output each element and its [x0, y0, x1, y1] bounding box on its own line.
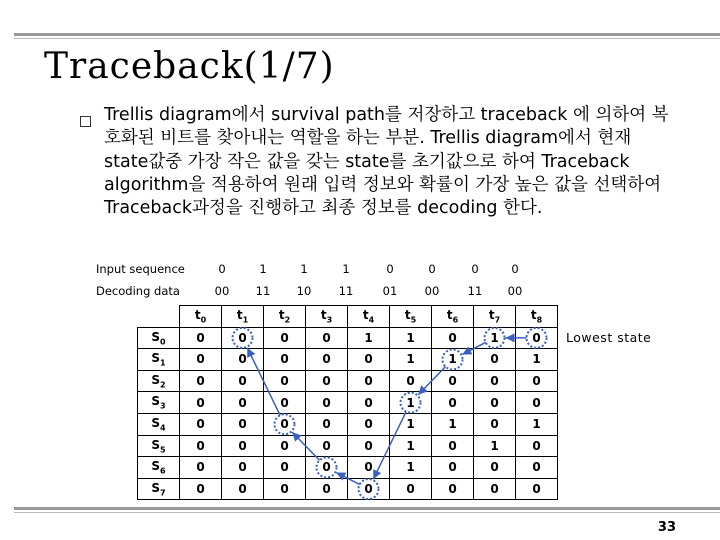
- state-label-s5: $S_5$: [138, 435, 180, 457]
- time-header-t2: $t_2$: [264, 306, 306, 328]
- state-label-s2: $S_2$: [138, 370, 180, 392]
- trellis-cell: 0: [348, 413, 390, 435]
- trellis-cell: 0: [432, 327, 474, 349]
- trellis-cell: 0: [474, 349, 516, 371]
- trellis-cell: 0: [306, 435, 348, 457]
- trellis-cell: 0: [516, 392, 558, 414]
- trellis-cell: 1: [390, 327, 432, 349]
- trellis-cell: 0: [180, 413, 222, 435]
- time-header-t6: $t_6$: [432, 306, 474, 328]
- trellis-corner: [138, 306, 180, 328]
- trellis-cell: 0: [348, 478, 390, 500]
- trellis-cell: 0: [180, 392, 222, 414]
- trellis-row-s5: [138, 435, 558, 457]
- trellis-cell: 0: [264, 478, 306, 500]
- input_sequence-4: 0: [386, 262, 394, 276]
- trellis-cell: 0: [306, 349, 348, 371]
- trellis-cell: 1: [348, 327, 390, 349]
- trellis-cell: 1: [390, 349, 432, 371]
- trellis-cell: 0: [390, 478, 432, 500]
- trellis-cell: 0: [474, 478, 516, 500]
- trellis-cell: 0: [180, 478, 222, 500]
- decoding_data-6: 11: [467, 284, 483, 298]
- trellis-cell: 0: [474, 370, 516, 392]
- trellis-cell: 0: [474, 413, 516, 435]
- time-header-t1: $t_1$: [222, 306, 264, 328]
- trellis-row-s1: [138, 349, 558, 371]
- trellis-row-s7: [138, 478, 558, 500]
- trellis-cell: 0: [180, 327, 222, 349]
- trellis-cell: 0: [516, 478, 558, 500]
- state-label-s0: $S_0$: [138, 327, 180, 349]
- bottom-rule-thin: [14, 512, 720, 513]
- page-number: 33: [657, 520, 676, 535]
- trellis-cell: 0: [516, 457, 558, 479]
- input_sequence-2: 1: [300, 262, 308, 276]
- trellis-cell: 0: [348, 392, 390, 414]
- trellis-cell: 0: [474, 392, 516, 414]
- input-sequence-label: Input sequence: [96, 262, 185, 276]
- trellis-cell: 0: [306, 392, 348, 414]
- trellis-cell: 0: [264, 435, 306, 457]
- trellis-cell: 1: [390, 392, 432, 414]
- trellis-cell: 0: [516, 435, 558, 457]
- decoding_data-3: 11: [338, 284, 354, 298]
- trellis-cell: 0: [222, 327, 264, 349]
- top-rule: [14, 33, 720, 36]
- trellis-cell: 0: [264, 370, 306, 392]
- decoding_data-7: 00: [507, 284, 523, 298]
- trellis-cell: 0: [348, 370, 390, 392]
- trellis-cell: 1: [474, 327, 516, 349]
- bullet-square-icon: [80, 116, 91, 127]
- decoding_data-5: 00: [424, 284, 440, 298]
- trellis-cell: 0: [348, 457, 390, 479]
- state-label-s4: $S_4$: [138, 413, 180, 435]
- trellis-cell: 1: [474, 435, 516, 457]
- decoding_data-2: 10: [296, 284, 312, 298]
- slide-title: Traceback(1/7): [44, 46, 335, 87]
- trellis-cell: 1: [390, 435, 432, 457]
- trellis-cell: 0: [180, 370, 222, 392]
- trellis-row-s4: [138, 413, 558, 435]
- input_sequence-0: 0: [218, 262, 226, 276]
- input_sequence-3: 1: [342, 262, 350, 276]
- trellis-cell: 0: [222, 349, 264, 371]
- time-header-t5: $t_5$: [390, 306, 432, 328]
- trellis-cell: 0: [222, 413, 264, 435]
- trellis-cell: 1: [390, 413, 432, 435]
- trellis-cell: 0: [516, 327, 558, 349]
- trellis-cell: 1: [516, 413, 558, 435]
- trellis-cell: 1: [432, 349, 474, 371]
- trellis-row-s3: [138, 392, 558, 414]
- trellis-row-s2: [138, 370, 558, 392]
- slide-body-text: Trellis diagram에서 survival path를 저장하고 traceback 에 의하여 복호화된 비트를 찾아내는 역할을 하는 부분. Trellis diagram에서 현재 state값중 가장 작은 값을 갖는 state를 초기값으로 하여 Traceback algorithm을 적용하여 원래 입력 정보와 확률이 가장 높은 값을 선택하여 Traceback과정을 진행하고 최종 정보를 decoding 한다.: [104, 105, 669, 219]
- trellis-cell: 0: [474, 457, 516, 479]
- trellis-cell: 0: [264, 457, 306, 479]
- trellis-row-s0: [138, 327, 558, 349]
- trellis-cell: 0: [306, 478, 348, 500]
- decoding_data-0: 00: [214, 284, 230, 298]
- trellis-cell: 0: [222, 478, 264, 500]
- decoding-data-label: Decoding data: [96, 284, 180, 298]
- time-header-t0: $t_0$: [180, 306, 222, 328]
- trellis-cell: 0: [306, 370, 348, 392]
- trellis-cell: 0: [516, 370, 558, 392]
- trellis-cell: 0: [264, 327, 306, 349]
- lowest-state-label: Lowest state: [566, 330, 652, 345]
- trellis-cell: 0: [264, 349, 306, 371]
- input_sequence-1: 1: [259, 262, 267, 276]
- trellis-cell: 0: [306, 413, 348, 435]
- trellis-cell: 1: [432, 413, 474, 435]
- trellis-cell: 0: [264, 392, 306, 414]
- trellis-cell: 0: [222, 435, 264, 457]
- trellis-cell: 0: [432, 478, 474, 500]
- bottom-rule: [14, 507, 720, 510]
- trellis-cell: 1: [390, 457, 432, 479]
- trellis-cell: 0: [180, 457, 222, 479]
- trellis-cell: 0: [306, 327, 348, 349]
- trellis-cell: 0: [432, 435, 474, 457]
- trellis-cell: 0: [264, 413, 306, 435]
- input_sequence-6: 0: [471, 262, 479, 276]
- trellis-cell: 1: [516, 349, 558, 371]
- trellis-cell: 0: [180, 349, 222, 371]
- time-header-t7: $t_7$: [474, 306, 516, 328]
- trellis-table: [137, 305, 558, 500]
- state-label-s1: $S_1$: [138, 349, 180, 371]
- input_sequence-5: 0: [428, 262, 436, 276]
- trellis-cell: 0: [222, 457, 264, 479]
- decoding_data-4: 01: [382, 284, 398, 298]
- trellis-row-s6: [138, 457, 558, 479]
- trellis-cell: 0: [390, 370, 432, 392]
- state-label-s6: $S_6$: [138, 457, 180, 479]
- trellis-cell: 0: [432, 370, 474, 392]
- state-label-s7: $S_7$: [138, 478, 180, 500]
- time-header-t4: $t_4$: [348, 306, 390, 328]
- trellis-cell: 0: [222, 370, 264, 392]
- state-label-s3: $S_3$: [138, 392, 180, 414]
- trellis-cell: 0: [432, 392, 474, 414]
- top-rule-thin: [14, 38, 720, 39]
- decoding_data-1: 11: [255, 284, 271, 298]
- trellis-header-row: [138, 306, 558, 328]
- trellis-cell: 0: [180, 435, 222, 457]
- trellis-cell: 0: [432, 457, 474, 479]
- time-header-t8: $t_8$: [516, 306, 558, 328]
- trellis-cell: 0: [348, 349, 390, 371]
- input_sequence-7: 0: [511, 262, 519, 276]
- time-header-t3: $t_3$: [306, 306, 348, 328]
- trellis-cell: 0: [222, 392, 264, 414]
- trellis-cell: 0: [306, 457, 348, 479]
- trellis-cell: 0: [348, 435, 390, 457]
